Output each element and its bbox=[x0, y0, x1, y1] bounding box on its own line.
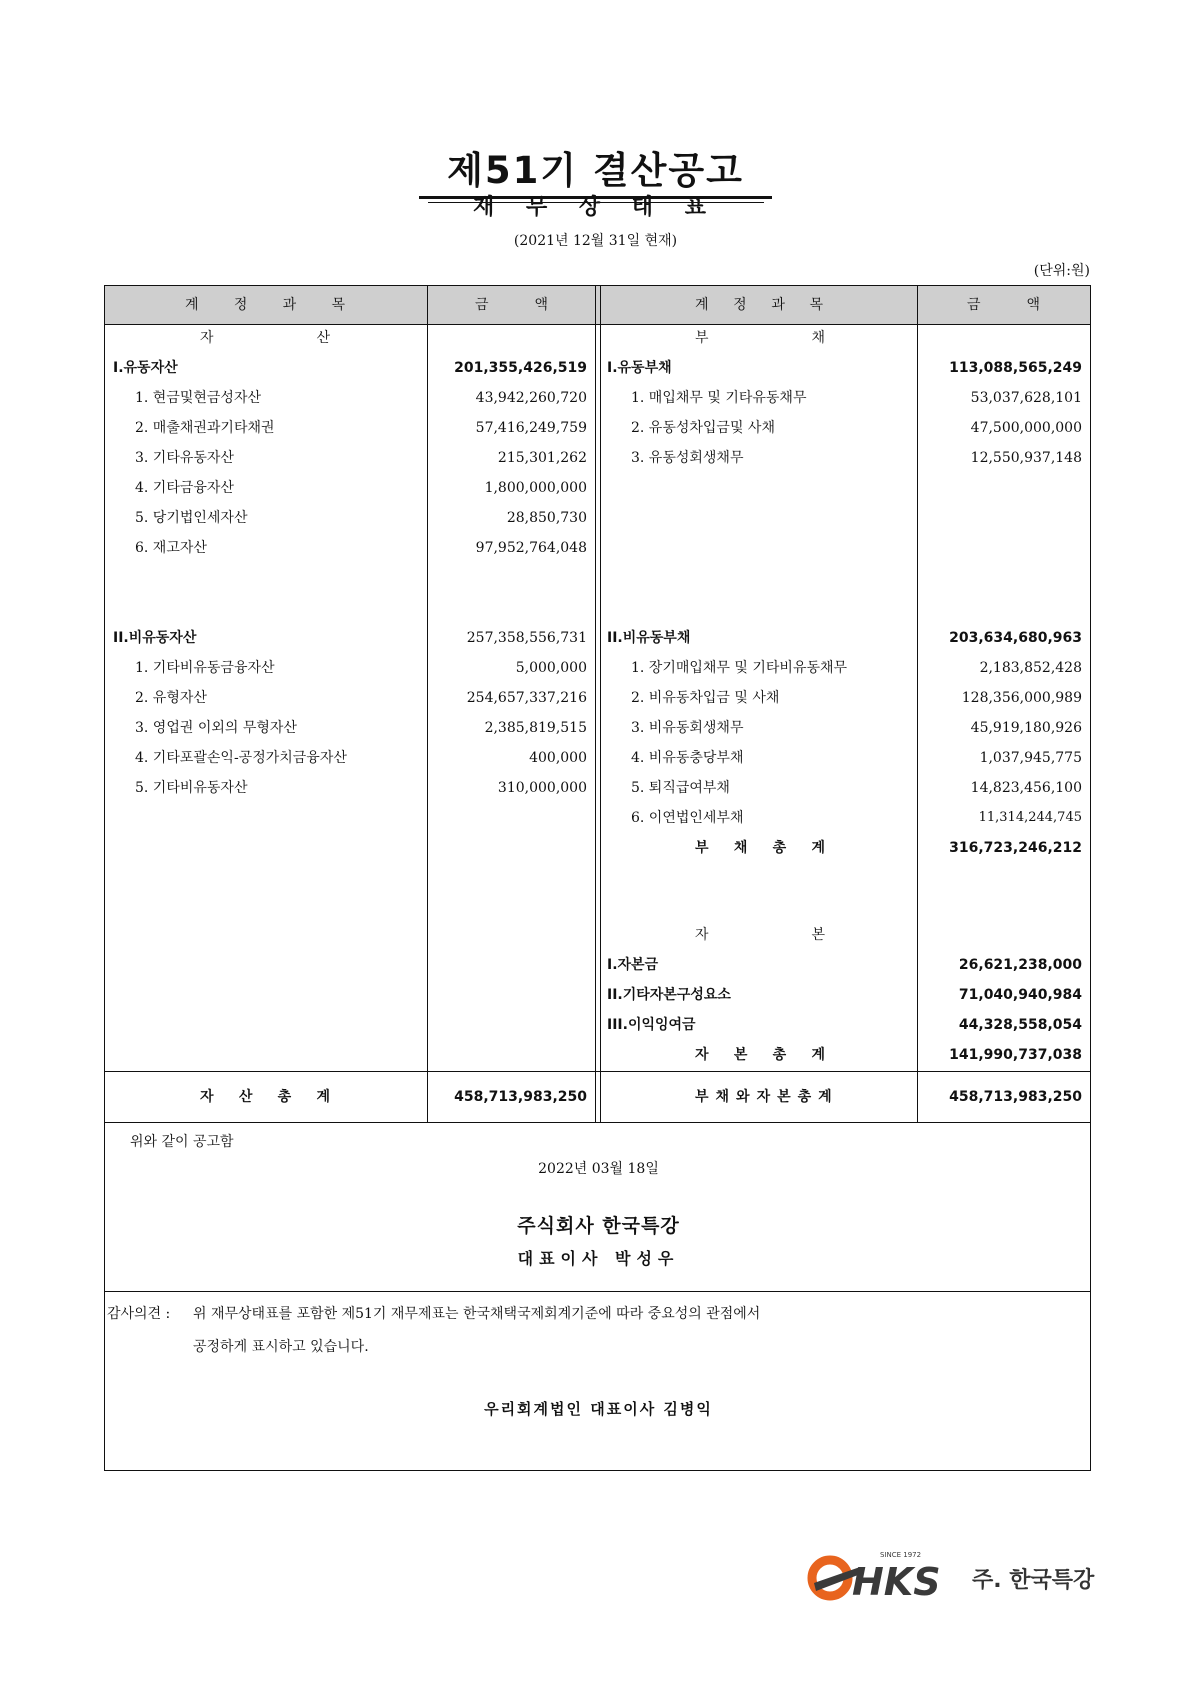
heading-char: 자 bbox=[695, 927, 709, 943]
liability-item: 4. 비유동충당부채 bbox=[631, 750, 744, 766]
liability-item: 5. 퇴직급여부채 bbox=[631, 780, 730, 796]
label-char: 채 bbox=[733, 840, 748, 856]
heading-char: 부 bbox=[695, 330, 709, 346]
header-char: 액 bbox=[534, 297, 550, 313]
noncurrent-liabilities-amount: 203,634,680,963 bbox=[949, 630, 1082, 646]
asset-item: 1. 현금및현금성자산 bbox=[135, 390, 261, 406]
logo-since: SINCE 1972 bbox=[880, 1551, 922, 1559]
asset-amount: 97,952,764,048 bbox=[475, 540, 587, 556]
audit-top-border bbox=[105, 1291, 1090, 1292]
liability-item: 2. 유동성차입금및 사채 bbox=[631, 420, 775, 436]
header-char: 계 bbox=[185, 297, 201, 313]
asset-item: 5. 당기법인세자산 bbox=[135, 510, 248, 526]
header-char: 정 bbox=[233, 297, 250, 313]
asset-amount: 254,657,337,216 bbox=[466, 690, 587, 706]
assets-total-amount: 458,713,983,250 bbox=[454, 1089, 587, 1105]
asset-item: 3. 영업권 이외의 무형자산 bbox=[135, 720, 297, 736]
liability-amount: 47,500,000,000 bbox=[970, 420, 1082, 436]
liabilities-heading bbox=[695, 324, 825, 352]
header-amount-left bbox=[475, 286, 550, 324]
liability-item: 1. 장기매입채무 및 기타비유동채무 bbox=[631, 660, 848, 676]
header-char: 과 bbox=[282, 297, 299, 313]
label-char: 총 bbox=[772, 840, 787, 856]
header-char: 액 bbox=[1026, 297, 1042, 313]
asset-item: 4. 기타금융자산 bbox=[135, 480, 234, 496]
grand-total-amount: 458,713,983,250 bbox=[949, 1089, 1082, 1105]
header-account-left bbox=[185, 286, 347, 324]
asset-amount: 57,416,249,759 bbox=[475, 420, 587, 436]
liability-amount: 45,919,180,926 bbox=[970, 720, 1082, 736]
asset-amount: 310,000,000 bbox=[497, 780, 587, 796]
logo-mark: HKS bbox=[852, 1560, 941, 1604]
liabilities-total-amount: 316,723,246,212 bbox=[949, 840, 1082, 856]
liability-amount: 53,037,628,101 bbox=[970, 390, 1082, 406]
equity-item: II.기타자본구성요소 bbox=[607, 987, 731, 1003]
header-char: 목 bbox=[809, 297, 825, 313]
equity-amount: 44,328,558,054 bbox=[958, 1017, 1082, 1033]
noncurrent-assets-amount: 257,358,556,731 bbox=[466, 630, 587, 646]
grand-total-label: 부채와자본총계 bbox=[695, 1089, 839, 1105]
header-char: 금 bbox=[967, 297, 983, 313]
label-char: 부 bbox=[695, 840, 709, 856]
audit-line-1: 위 재무상태표를 포함한 제51기 재무제표는 한국채택국제회계기준에 따라 중요성의 관점에서 bbox=[193, 1306, 761, 1322]
equity-amount: 71,040,940,984 bbox=[958, 987, 1082, 1003]
noncurrent-liabilities-label: II.비유동부채 bbox=[607, 630, 691, 646]
liability-item: 1. 매입채무 및 기타유동채무 bbox=[631, 390, 807, 406]
liability-amount: 11,314,244,745 bbox=[978, 810, 1082, 825]
totals-top-border bbox=[105, 1071, 1090, 1072]
asset-amount: 2,385,819,515 bbox=[484, 720, 587, 736]
asset-item: 4. 기타포괄손익-공정가치금융자산 bbox=[135, 750, 347, 766]
label-char: 산 bbox=[238, 1089, 253, 1105]
equity-heading bbox=[695, 921, 825, 949]
asset-amount: 5,000,000 bbox=[515, 660, 587, 676]
current-liabilities-amount: 113,088,565,249 bbox=[949, 360, 1082, 376]
equity-item: III.이익잉여금 bbox=[607, 1017, 696, 1033]
equity-item: I.자본금 bbox=[607, 957, 659, 973]
heading-char: 채 bbox=[811, 330, 825, 346]
heading-char: 자 bbox=[200, 330, 214, 346]
asset-item: 2. 유형자산 bbox=[135, 690, 207, 706]
asset-amount: 43,942,260,720 bbox=[475, 390, 587, 406]
assets-total-label bbox=[200, 1083, 330, 1111]
asset-item: 1. 기타비유동금융자산 bbox=[135, 660, 275, 676]
page-title: 제51기 결산공고 bbox=[419, 140, 772, 199]
auditor-name: 우리회계법인 대표이사 김병익 bbox=[484, 1400, 713, 1418]
logo-company: 주. 한국특강 bbox=[972, 1568, 1095, 1593]
liability-item: 3. 유동성회생채무 bbox=[631, 450, 744, 466]
asset-item: 6. 재고자산 bbox=[135, 540, 207, 556]
totals-bottom-border bbox=[105, 1122, 1090, 1123]
equity-total-label bbox=[695, 1041, 825, 1069]
label-char: 계 bbox=[316, 1089, 330, 1105]
equity-amount: 26,621,238,000 bbox=[958, 957, 1082, 973]
asset-amount: 400,000 bbox=[529, 750, 587, 766]
asset-amount: 1,800,000,000 bbox=[484, 480, 587, 496]
label-char: 계 bbox=[811, 1047, 825, 1063]
equity-total-amount: 141,990,737,038 bbox=[949, 1047, 1082, 1063]
current-liabilities-label: I.유동부채 bbox=[607, 360, 672, 376]
liability-amount: 1,037,945,775 bbox=[979, 750, 1082, 766]
asset-item: 3. 기타유동자산 bbox=[135, 450, 234, 466]
balance-sheet-table bbox=[104, 285, 1091, 1471]
header-account-right bbox=[695, 286, 825, 324]
liability-amount: 2,183,852,428 bbox=[979, 660, 1082, 676]
notice-date: 2022년 03월 18일 bbox=[538, 1161, 659, 1177]
unit-label: (단위:원) bbox=[1033, 263, 1090, 279]
liability-item: 3. 비유동회생채무 bbox=[631, 720, 744, 736]
asset-amount: 215,301,262 bbox=[497, 450, 587, 466]
liabilities-total-label bbox=[695, 834, 825, 862]
ceo-name: 대표이사 박성우 bbox=[517, 1249, 680, 1268]
heading-char: 본 bbox=[811, 927, 825, 943]
label-char: 계 bbox=[811, 840, 825, 856]
statement-title: 재 무 상 태 표 bbox=[473, 195, 718, 220]
noncurrent-assets-label: II.비유동자산 bbox=[113, 630, 197, 646]
liability-amount: 12,550,937,148 bbox=[970, 450, 1082, 466]
label-char: 자 bbox=[200, 1089, 214, 1105]
header-char: 계 bbox=[695, 297, 711, 313]
label-char: 총 bbox=[772, 1047, 787, 1063]
current-assets-label: I.유동자산 bbox=[113, 360, 178, 376]
current-assets-amount: 201,355,426,519 bbox=[454, 360, 587, 376]
liability-item: 6. 이연법인세부채 bbox=[631, 810, 744, 826]
liability-amount: 14,823,456,100 bbox=[970, 780, 1082, 796]
statement-date: (2021년 12월 31일 현재) bbox=[513, 233, 678, 249]
label-char: 자 bbox=[695, 1047, 709, 1063]
header-char: 과 bbox=[771, 297, 787, 313]
audit-line-2: 공정하게 표시하고 있습니다. bbox=[193, 1339, 369, 1355]
header-char: 금 bbox=[475, 297, 491, 313]
label-char: 본 bbox=[733, 1047, 748, 1063]
liability-amount: 128,356,000,989 bbox=[961, 690, 1082, 706]
label-char: 총 bbox=[277, 1089, 292, 1105]
header-char: 목 bbox=[331, 297, 347, 313]
company-logo bbox=[800, 1545, 1100, 1605]
assets-heading bbox=[200, 324, 330, 352]
company-name: 주식회사 한국특강 bbox=[517, 1215, 680, 1237]
asset-item: 5. 기타비유동자산 bbox=[135, 780, 248, 796]
asset-item: 2. 매출채권과기타채권 bbox=[135, 420, 275, 436]
header-char: 정 bbox=[733, 297, 749, 313]
asset-amount: 28,850,730 bbox=[506, 510, 587, 526]
notice-text: 위와 같이 공고함 bbox=[130, 1134, 234, 1150]
header-amount-right bbox=[967, 286, 1042, 324]
heading-char: 산 bbox=[316, 330, 330, 346]
center-divider bbox=[595, 286, 601, 1123]
audit-prefix: 감사의견 : bbox=[107, 1306, 171, 1322]
liability-item: 2. 비유동차입금 및 사채 bbox=[631, 690, 780, 706]
